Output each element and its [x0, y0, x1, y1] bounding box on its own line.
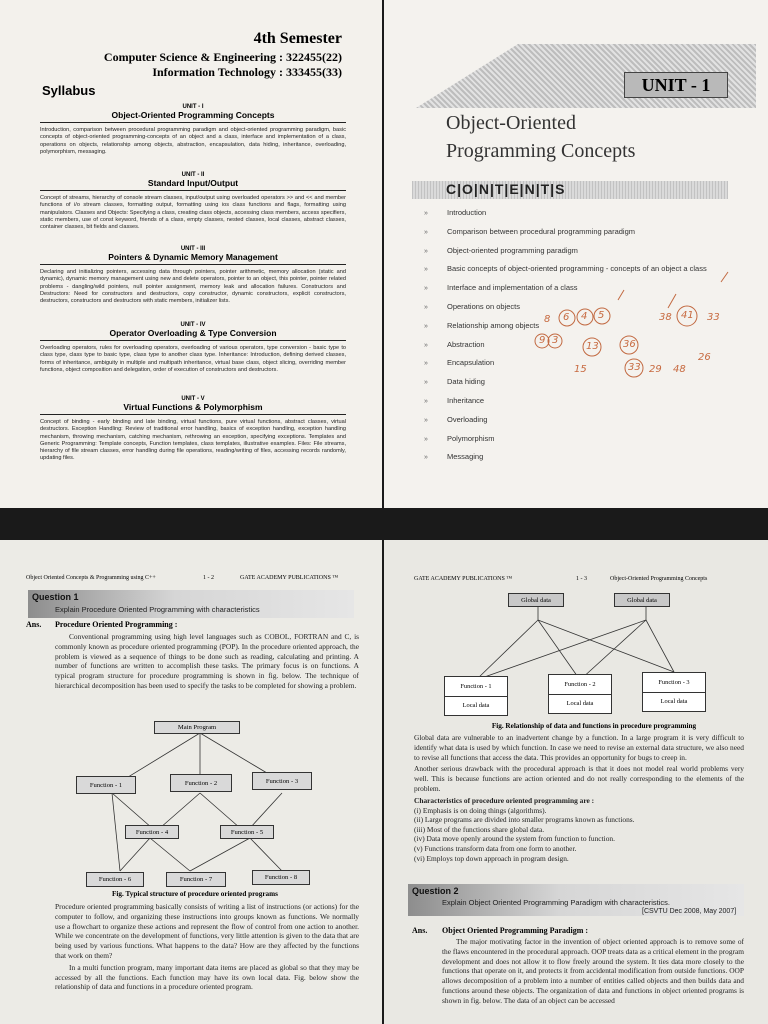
exam-reference: [CSVTU Dec 2008, May 2007]: [642, 908, 737, 915]
list-item-text: Operations on objects: [447, 301, 520, 311]
handwritten-number: 38: [659, 312, 672, 323]
bullet-icon: »: [424, 210, 428, 217]
list-item-text: Messaging: [447, 452, 484, 462]
list-item-text: Inheritance: [447, 395, 485, 405]
characteristics-title: Characteristics of procedure oriented programming are :: [414, 795, 595, 805]
syllabus-page: [0, 0, 382, 508]
page-number: 1 - 3: [576, 576, 587, 582]
unit-badge: UNIT - 1: [624, 72, 728, 98]
unit-block: [40, 104, 346, 156]
bullet-icon: »: [424, 416, 428, 424]
list-item-text: Abstraction: [447, 339, 485, 349]
handwritten-number: 29: [649, 364, 662, 375]
running-header: Object-Oriented Programming Concepts: [610, 576, 708, 582]
question-label: Question 1: [32, 592, 79, 602]
function-box: [548, 674, 612, 714]
chapter-title-line1: Object-Oriented: [446, 112, 576, 134]
list-item-text: Interface and implementation of a class: [447, 283, 578, 293]
handwritten-number: 5: [598, 310, 605, 321]
paragraph-text: Procedure oriented programming basically consists of writing a list of instructions (or actions) for the computer to follow, and organizing these instructions into groups known as functions. We normally use a flowchart to organize these actions and represent the flow of control from one action to another. While we concentrate on the development of functions, very little attention is given to the data that are being used by various functions. What happens to the data? How are they affected by the functions that work on them?: [55, 902, 359, 960]
list-item-text: Object-oriented programming paradigm: [447, 245, 578, 255]
unit-title: Standard Input/Output: [40, 178, 346, 191]
syllabus-heading: Syllabus: [42, 83, 96, 98]
unit-block: [40, 396, 346, 463]
paragraph: [442, 937, 744, 1008]
textbook-page-1-2: [0, 540, 382, 1024]
publisher-header: GATE ACADEMY PUBLICATIONS ™: [240, 575, 339, 581]
local-data-label: Local data: [660, 698, 688, 705]
list-item-text: Encapsulation: [447, 358, 495, 368]
list-item: (iii) Most of the functions share global data.: [414, 824, 545, 834]
unit-block: [40, 246, 346, 305]
answer-title: Object Oriented Programming Paradigm :: [442, 926, 589, 935]
function-box: Function - 1: [76, 776, 136, 794]
bullet-icon: »: [424, 266, 428, 274]
handwritten-number: 6: [563, 312, 570, 323]
function-box: Function - 6: [86, 872, 144, 887]
bullet-icon: »: [424, 285, 428, 293]
function-box: Function - 3: [252, 772, 312, 790]
list-item: (vi) Employs top down approach in program design.: [414, 853, 569, 863]
function-box: Function - 5: [220, 825, 274, 839]
unit-label: UNIT - III: [180, 246, 206, 252]
paragraph: [414, 733, 744, 863]
global-data-box: Global data: [614, 593, 670, 607]
function-box: Function - 7: [166, 872, 226, 887]
handwritten-number: 41: [681, 310, 694, 321]
question-text: Explain Object Oriented Programming Paradigm with characteristics.: [442, 898, 671, 907]
branch-cse: Computer Science & Engineering : 322455(22): [103, 50, 342, 64]
branch-it: Information Technology : 333455(33): [152, 65, 342, 79]
semester-heading: 4th Semester: [253, 30, 342, 47]
running-header: Object Oriented Concepts & Programming using C++: [26, 575, 156, 581]
list-item-text: Basic concepts of object-oriented programming - concepts of an object a class: [447, 264, 707, 274]
handwritten-number: 48: [673, 364, 686, 375]
handwritten-number: 4: [581, 311, 588, 322]
unit-title: Virtual Functions & Polymorphism: [40, 402, 346, 415]
answer-label: Ans.: [26, 620, 42, 629]
handwritten-number: 9: [539, 335, 546, 346]
main-program-box: Main Program: [154, 721, 240, 734]
list-item-text: Polymorphism: [447, 433, 495, 443]
unit-label: UNIT - II: [181, 172, 205, 178]
question-text: Explain Procedure Oriented Programming with characteristics: [55, 605, 260, 614]
handwriting-marks: [384, 0, 768, 508]
list-item-text: Introduction: [447, 208, 487, 217]
bullet-icon: »: [424, 322, 428, 330]
bullet-icon: »: [424, 379, 428, 387]
bullet-icon: »: [424, 454, 428, 462]
function-box: [642, 672, 706, 712]
handwritten-number: 15: [574, 364, 587, 375]
unit-cover-page: [384, 0, 768, 508]
paragraph-text: Conventional programming using high level languages such as COBOL, FORTRAN and C, is commonly known as procedure oriented programming (POP). In the procedure oriented approach, the problem is viewed as a sequence of things to be done such as reading, calculating and printing. A number of functions are written to accomplish these tasks. The primary focus is on functions. A typical program structure for procedure programming is shown in fig. below. The technique of hierarchical decomposition has been used to specify the tasks to be completed for showing a problem.: [55, 632, 359, 690]
list-item: (i) Emphasis is on doing things (algorithms).: [414, 805, 547, 815]
textbook-page-1-3: [384, 540, 768, 1024]
function-box: [444, 676, 508, 716]
bullet-icon: »: [424, 435, 428, 443]
paragraph-text: Global data are vulnerable to an inadvertent change by a function. In a large program it is very difficult to identify what data is used by which function. In case we need to revise an external data structure, we also need to revise all functions that access the data. This provides an opportunity for bugs to creep in.: [414, 733, 744, 762]
figure-caption: Fig. Relationship of data and functions in procedure programming: [491, 722, 697, 730]
chapter-title-line2: Programming Concepts: [446, 140, 636, 162]
unit-block: [40, 322, 346, 374]
list-item-text: Relationship among objects: [447, 320, 540, 330]
function-box: Function - 4: [125, 825, 179, 839]
global-data-box: Global data: [508, 593, 564, 607]
publisher-header: GATE ACADEMY PUBLICATIONS ™: [414, 576, 513, 582]
handwritten-number: 26: [698, 352, 711, 363]
function-box: Function - 8: [252, 870, 310, 885]
unit-body: Concept of binding - early binding and late binding, virtual functions, pure virtual functions, abstract classes, virtual destructors. Exception Handling: Review of traditional error handling, basics of exception handling, exception handling mechanism, throwing mechanism, catching mechanism, rethrowing an exception, specifying exceptions. Templates and Generic Programming: Template concepts, Function templates, class templates, illustrative examples. Files: File streams, hierarchy of file stream classes, error handling during file operations, reading/writing of files, accessing records randomly, updating files.: [40, 419, 346, 462]
handwritten-number: 33: [628, 362, 641, 373]
unit-body: Declaring and initializing pointers, accessing data through pointers, pointer arithmetic, memory allocation (static and dynamic), dynamic memory management using new and delete operators, pointer to an object, this pointer, pointer related problems - dangling/wild pointers, null pointer assignment, memory leak and allocation failures. Constructors and Destructors: Need for constructors and destructors, copy constructor, dynamic constructors, explicit constructors, destructors, constructors and destructors with static members, initializer lists.: [40, 269, 346, 305]
answer-title: Procedure Oriented Programming :: [55, 620, 178, 629]
unit-body: Overloading operators, rules for overloading operators, overloading of various operators, type conversion - basic type to class type, class type to basic type, class type to another class type. Inheritance: Introduction, defining derived classes, forms of inheritance, ambiguity in multiple and multipath inheritance, virtual base class, object slicing, overriding member functions, object composition and delegation, order of execution of constructors and destructors.: [40, 345, 346, 373]
page-number: 1 - 2: [203, 575, 214, 581]
bullet-icon: »: [424, 247, 428, 255]
paragraph: [55, 902, 359, 994]
paragraph-text: The major motivating factor in the invention of object oriented approach is to remove some of the flaws encountered in the procedural approach. OOP treats data as a critical element in the program development and does not allow it to flow freely around the system. It ties data more closely to the functions that operate on it, and protects it from accidental modification from outside functions. OOP allows decomposition of a problem into a number of entities called objects and then builds data and functions around these objects. The organization of data and functions in object oriented programs is shown in fig. below. The data of an object can be accessed: [442, 937, 745, 1005]
list-item-text: Data hiding: [447, 377, 485, 387]
paragraph-text: Another serious drawback with the procedural approach is that it does not model real world problems very well. This is because functions are action oriented and do not really corresponding to the elements of the problem.: [414, 764, 744, 793]
function-box: Function - 2: [170, 774, 232, 792]
local-data-label: Local data: [566, 700, 594, 707]
unit-title: Pointers & Dynamic Memory Management: [40, 252, 346, 265]
bullet-icon: »: [424, 360, 428, 368]
list-item: (v) Functions transform data from one form to another.: [414, 843, 577, 853]
bullet-icon: »: [424, 303, 428, 311]
handwritten-number: 13: [586, 341, 599, 352]
handwritten-number: 3: [552, 335, 559, 346]
list-item: (ii) Large programs are divided into smaller programs known as functions.: [414, 815, 635, 825]
answer-label: Ans.: [412, 926, 428, 935]
bullet-icon: »: [424, 228, 428, 236]
unit-body: Concept of streams, hierarchy of console stream classes, input/output using overloaded operators >> and << and member functions of i/o stream classes, formatting output, formatting using ios class functions and flags, formatting using manipulators. Classes and Objects: Specifying a class, creating class objects, accessing class members, access specifiers, static members, use of const keyword, friends of a class, empty classes, nested classes, local classes, abstract classes, container classes, bit fields and classes.: [40, 195, 346, 231]
question-label: Question 2: [412, 886, 459, 896]
function-label: Function - 3: [643, 673, 705, 693]
handwritten-number: 33: [707, 312, 720, 323]
list-item-text: Overloading: [447, 414, 488, 424]
unit-block: [40, 172, 346, 231]
list-item: (iv) Data move openly around the system from function to function.: [414, 834, 615, 844]
unit-title: Operator Overloading & Type Conversion: [40, 328, 346, 341]
paragraph-text: In a multi function program, many important data items are placed as global so that they may be accessed by all the functions. Each function may have its own local data. Fig. below show the relationship of data and functions in a procedure oriented program.: [55, 962, 359, 992]
handwritten-number: 36: [623, 339, 636, 350]
figure-caption: Fig. Typical structure of procedure oriented programs: [112, 890, 278, 898]
unit-body: Introduction, comparison between procedural programming paradigm and object-oriented programming paradigm, basic concepts of object-oriented programming-concepts of an object and a class, interface and implementation of a class, operations on objects, relationship among objects, abstraction, encapsulation, data hiding, inheritance, overloading, polymorphism, messaging.: [40, 127, 346, 155]
function-label: Function - 1: [445, 677, 507, 697]
unit-label: UNIT - I: [182, 104, 204, 110]
unit-label: UNIT - V: [181, 396, 205, 402]
bullet-icon: »: [424, 397, 428, 405]
characteristics-list: [414, 806, 744, 864]
contents-label: C|O|N|T|E|N|T|S: [446, 181, 566, 197]
unit-label: UNIT - IV: [180, 322, 206, 328]
local-data-label: Local data: [462, 702, 490, 709]
unit-title: Object-Oriented Programming Concepts: [40, 110, 346, 123]
function-label: Function - 2: [549, 675, 611, 695]
bullet-icon: »: [424, 341, 428, 349]
list-item-text: Comparison between procedural programming paradigm: [447, 226, 636, 236]
handwritten-number: 8: [544, 314, 551, 325]
